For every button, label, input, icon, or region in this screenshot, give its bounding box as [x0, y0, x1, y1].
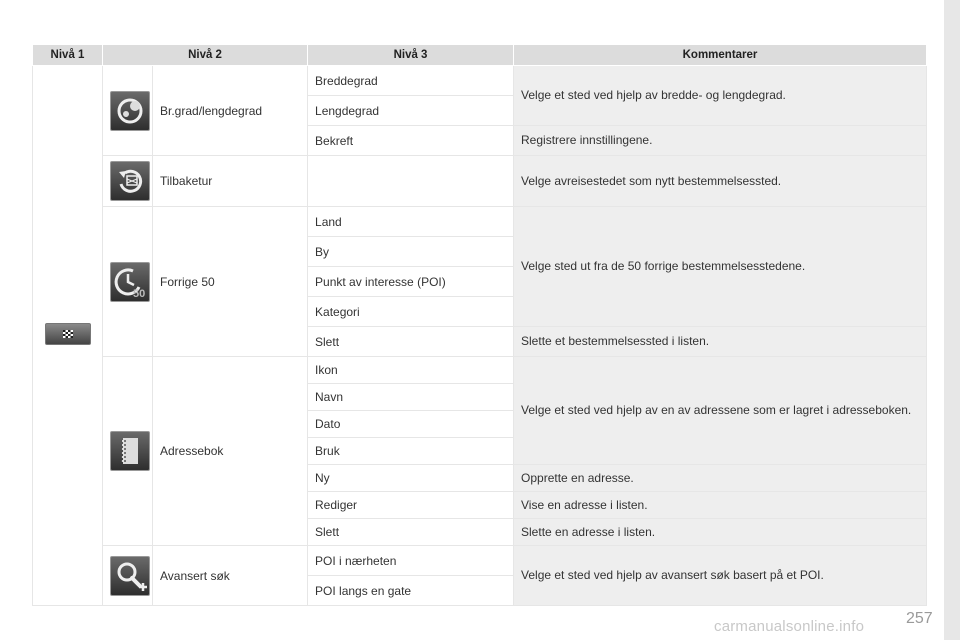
level3-item: Kategori: [308, 297, 514, 327]
level3-item: Bekreft: [308, 126, 514, 156]
table-row: [33, 357, 927, 384]
address-book-icon: [110, 431, 150, 471]
level2-latlong: Br.grad/lengdegrad: [153, 66, 308, 156]
level3-item: Slett: [308, 327, 514, 357]
comment-cell: Velge et sted ved hjelp av en av adressene som er lagret i adresseboken.: [514, 357, 927, 465]
comment-cell: Velge et sted ved hjelp av avansert søk basert på et POI.: [514, 546, 927, 606]
search-plus-icon: [110, 556, 150, 596]
comment-cell: Velge et sted ved hjelp av bredde- og lengdegrad.: [514, 66, 927, 126]
clock-50-icon: [110, 262, 150, 302]
level2-last50: Forrige 50: [153, 207, 308, 357]
page-number: 257: [906, 610, 933, 627]
level3-item: Punkt av interesse (POI): [308, 267, 514, 297]
level3-item: Lengdegrad: [308, 96, 514, 126]
level2-address-book: Adressebok: [153, 357, 308, 546]
level3-item: Breddegrad: [308, 66, 514, 96]
header-level2: Nivå 2: [103, 45, 308, 66]
header-comments: Kommentarer: [514, 45, 927, 66]
watermark: carmanualsonline.info: [714, 618, 865, 635]
table-row: [33, 207, 927, 237]
level3-item: Navn: [308, 384, 514, 411]
level3-item: Land: [308, 207, 514, 237]
return-home-icon: [110, 161, 150, 201]
level3-item: Rediger: [308, 492, 514, 519]
comment-cell: Registrere innstillingene.: [514, 126, 927, 156]
level3-item: Bruk: [308, 438, 514, 465]
header-level1: Nivå 1: [33, 45, 103, 66]
comment-cell: Velge avreisestedet som nytt bestemmelsessted.: [514, 156, 927, 207]
latlong-globe-icon: [110, 91, 150, 131]
level1-cell: [33, 66, 103, 606]
level3-item: By: [308, 237, 514, 267]
comment-cell: Opprette en adresse.: [514, 465, 927, 492]
table-row: [33, 546, 927, 576]
level3-item: Dato: [308, 411, 514, 438]
level3-item: Slett: [308, 519, 514, 546]
level3-item: Ikon: [308, 357, 514, 384]
level3-item: POI langs en gate: [308, 576, 514, 606]
comment-cell: Velge sted ut fra de 50 forrige bestemmelsesstedene.: [514, 207, 927, 327]
svg-text:50: 50: [133, 287, 146, 300]
level2-advanced-search: Avansert søk: [153, 546, 308, 606]
comment-cell: Slette en adresse i listen.: [514, 519, 927, 546]
checkered-flag-icon: [45, 323, 91, 345]
navigation-menu-table: [32, 44, 927, 606]
table-header-row: [33, 45, 927, 66]
header-level3: Nivå 3: [308, 45, 514, 66]
table-row: [33, 66, 927, 96]
level2-return: Tilbaketur: [153, 156, 308, 207]
level3-item: Ny: [308, 465, 514, 492]
comment-cell: Vise en adresse i listen.: [514, 492, 927, 519]
level3-item: POI i nærheten: [308, 546, 514, 576]
table-row: [33, 156, 927, 207]
page-edge-strip: [944, 0, 960, 640]
level3-item: [308, 156, 514, 207]
comment-cell: Slette et bestemmelsessted i listen.: [514, 327, 927, 357]
